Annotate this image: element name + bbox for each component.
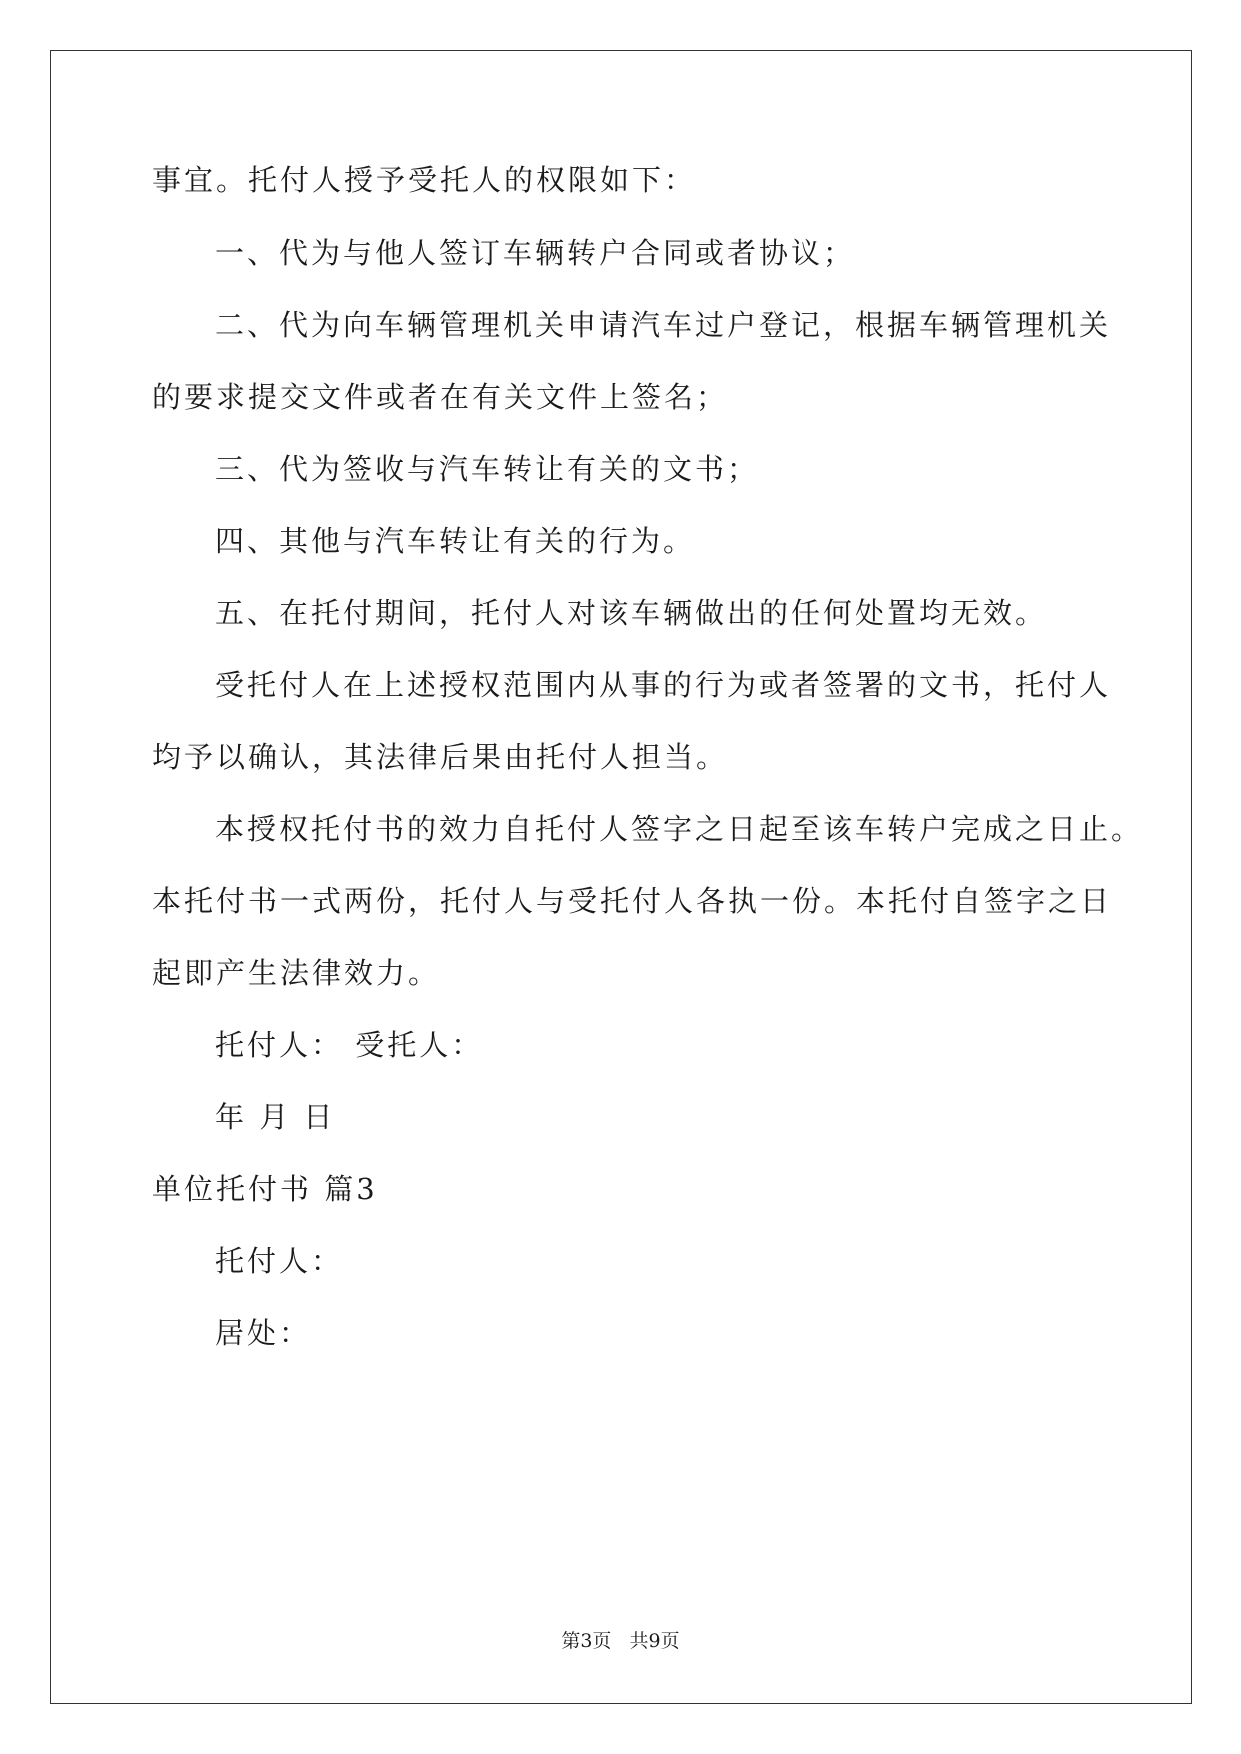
paragraph-line: 起即产生法律效力。 xyxy=(152,956,441,990)
section-heading: 单位托付书 篇3 xyxy=(152,1172,378,1206)
signature-line: 托付人： 受托人： xyxy=(215,1028,484,1062)
paragraph-line: 本托付书一式两份，托付人与受托付人各执一份。本托付自签字之日 xyxy=(152,884,1113,918)
paragraph-line: 均予以确认，其法律后果由托付人担当。 xyxy=(152,740,729,774)
paragraph-line: 三、代为签收与汽车转让有关的文书； xyxy=(215,452,760,486)
paragraph-line: 本授权托付书的效力自托付人签字之日起至该车转户完成之日止。 xyxy=(215,812,1144,846)
paragraph-line: 五、在托付期间，托付人对该车辆做出的任何处置均无效。 xyxy=(215,596,1048,630)
paragraph-line: 受托付人在上述授权范围内从事的行为或者签署的文书，托付人 xyxy=(215,668,1112,702)
page-border xyxy=(50,50,1192,1704)
paragraph-line: 事宜。托付人授予受托人的权限如下： xyxy=(152,163,697,197)
paragraph-line: 居处： xyxy=(215,1316,312,1350)
paragraph-line: 四、其他与汽车转让有关的行为。 xyxy=(215,524,696,558)
date-line: 年 月 日 xyxy=(215,1100,336,1134)
paragraph-line: 二、代为向车辆管理机关申请汽车过户登记，根据车辆管理机关 xyxy=(215,308,1112,342)
paragraph-line: 一、代为与他人签订车辆转户合同或者协议； xyxy=(215,236,856,270)
paragraph-line: 的要求提交文件或者在有关文件上签名； xyxy=(152,380,729,414)
paragraph-line: 托付人： xyxy=(215,1244,344,1278)
page-number: 第3页 共9页 xyxy=(561,1630,680,1652)
